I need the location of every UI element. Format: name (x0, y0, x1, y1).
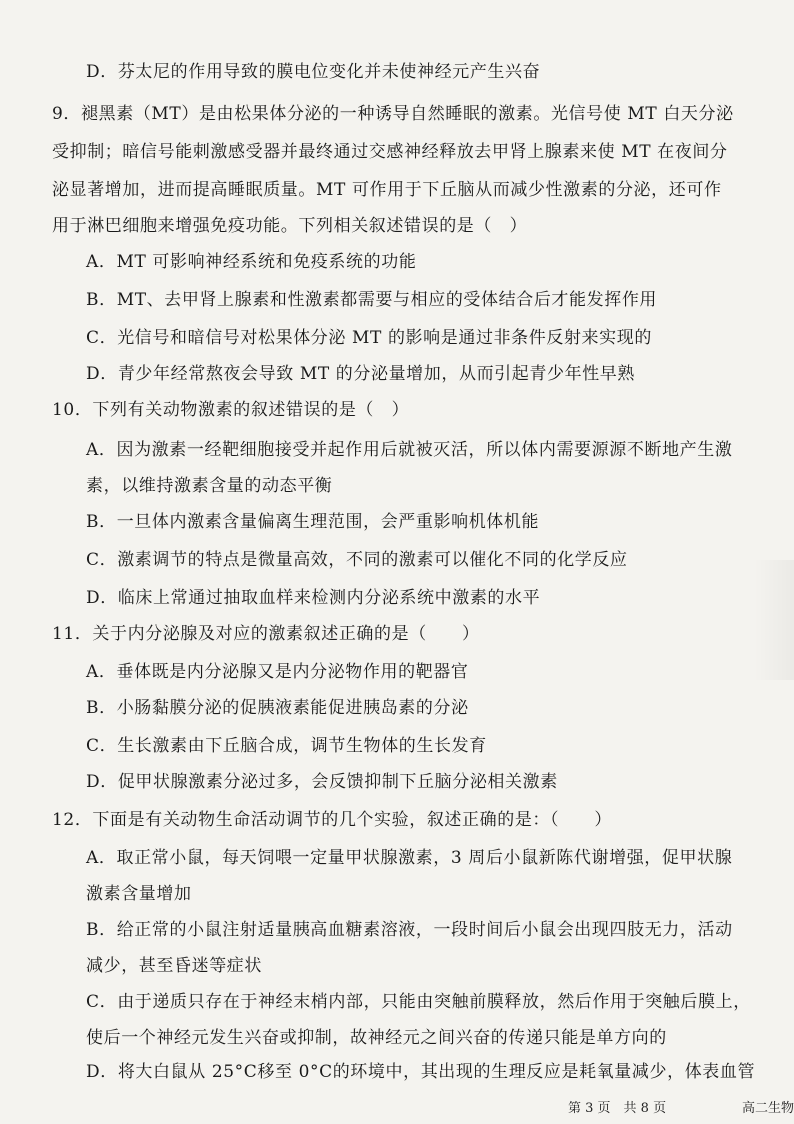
q11-option-a: A．垂体既是内分泌腺又是内分泌物作用的靶器官 (86, 662, 469, 682)
q8-option-d: D．芬太尼的作用导致的膜电位变化并未使神经元产生兴奋 (86, 62, 541, 82)
q10-option-a-line-1: A．因为激素一经靶细胞接受并起作用后就被灭活，所以体内需要源源不断地产生激 (86, 440, 733, 460)
q11-option-b: B．小肠黏膜分泌的促胰液素能促进胰岛素的分泌 (86, 698, 469, 718)
q9-option-c: C．光信号和暗信号对松果体分泌 MT 的影响是通过非条件反射来实现的 (86, 328, 652, 348)
q9-stem-line-2: 受抑制；暗信号能刺激感受器并最终通过交感神经释放去甲肾上腺素来使 MT 在夜间分 (52, 142, 728, 162)
q10-option-d: D．临床上常通过抽取血样来检测内分泌系统中激素的水平 (86, 588, 541, 608)
q11-option-d: D．促甲状腺激素分泌过多，会反馈抑制下丘脑分泌相关激素 (86, 772, 558, 792)
page-number: 第 3 页 共 8 页 (568, 1101, 667, 1116)
q12-option-b-line-1: B．给正常的小鼠注射适量胰高血糖素溶液，一段时间后小鼠会出现四肢无力，活动 (86, 920, 733, 940)
q9-option-d: D．青少年经常熬夜会导致 MT 的分泌量增加，从而引起青少年性早熟 (86, 364, 635, 384)
q10-option-a-line-2: 素，以维持激素含量的动态平衡 (86, 476, 333, 496)
scan-shadow (754, 560, 794, 680)
q12-option-c-line-2: 使后一个神经元发生兴奋或抑制，故神经元之间兴奋的传递只能是单方向的 (86, 1028, 667, 1048)
q9-stem-line-3: 泌显著增加，进而提高睡眠质量。MT 可作用于下丘脑从而减少性激素的分泌，还可作 (52, 180, 722, 200)
subject-label: 高二生物 (742, 1101, 794, 1116)
q11-stem: 11．关于内分泌腺及对应的激素叙述正确的是（ ） (52, 624, 480, 644)
q10-option-c: C．激素调节的特点是微量高效，不同的激素可以催化不同的化学反应 (86, 550, 628, 570)
q9-stem-line-4: 用于淋巴细胞来增强免疫功能。下列相关叙述错误的是（ ） (52, 216, 528, 236)
q12-option-a-line-1: A．取正常小鼠，每天饲喂一定量甲状腺激素，3 周后小鼠新陈代谢增强，促甲状腺 (86, 848, 733, 868)
q10-stem: 10．下列有关动物激素的叙述错误的是（ ） (52, 400, 410, 420)
q12-stem: 12．下面是有关动物生命活动调节的几个实验，叙述正确的是：（ ） (52, 810, 612, 830)
q11-option-c: C．生长激素由下丘脑合成，调节生物体的生长发育 (86, 736, 487, 756)
q9-stem-line-1: 9．褪黑素（MT）是由松果体分泌的一种诱导自然睡眠的激素。光信号使 MT 白天分泌 (52, 104, 734, 124)
q9-option-b: B．MT、去甲肾上腺素和性激素都需要与相应的受体结合后才能发挥作用 (86, 290, 658, 310)
q10-option-b: B．一旦体内激素含量偏离生理范围，会严重影响机体机能 (86, 512, 540, 532)
q12-option-d-line-1: D．将大白鼠从 25°C移至 0°C的环境中，其出现的生理反应是耗氧量减少，体表血管 (86, 1062, 756, 1082)
q9-option-a: A．MT 可影响神经系统和免疫系统的功能 (86, 252, 417, 272)
q12-option-c-line-1: C．由于递质只存在于神经末梢内部，只能由突触前膜释放，然后作用于突触后膜上， (86, 992, 751, 1012)
q12-option-a-line-2: 激素含量增加 (86, 884, 192, 904)
q12-option-b-line-2: 减少，甚至昏迷等症状 (86, 956, 262, 976)
